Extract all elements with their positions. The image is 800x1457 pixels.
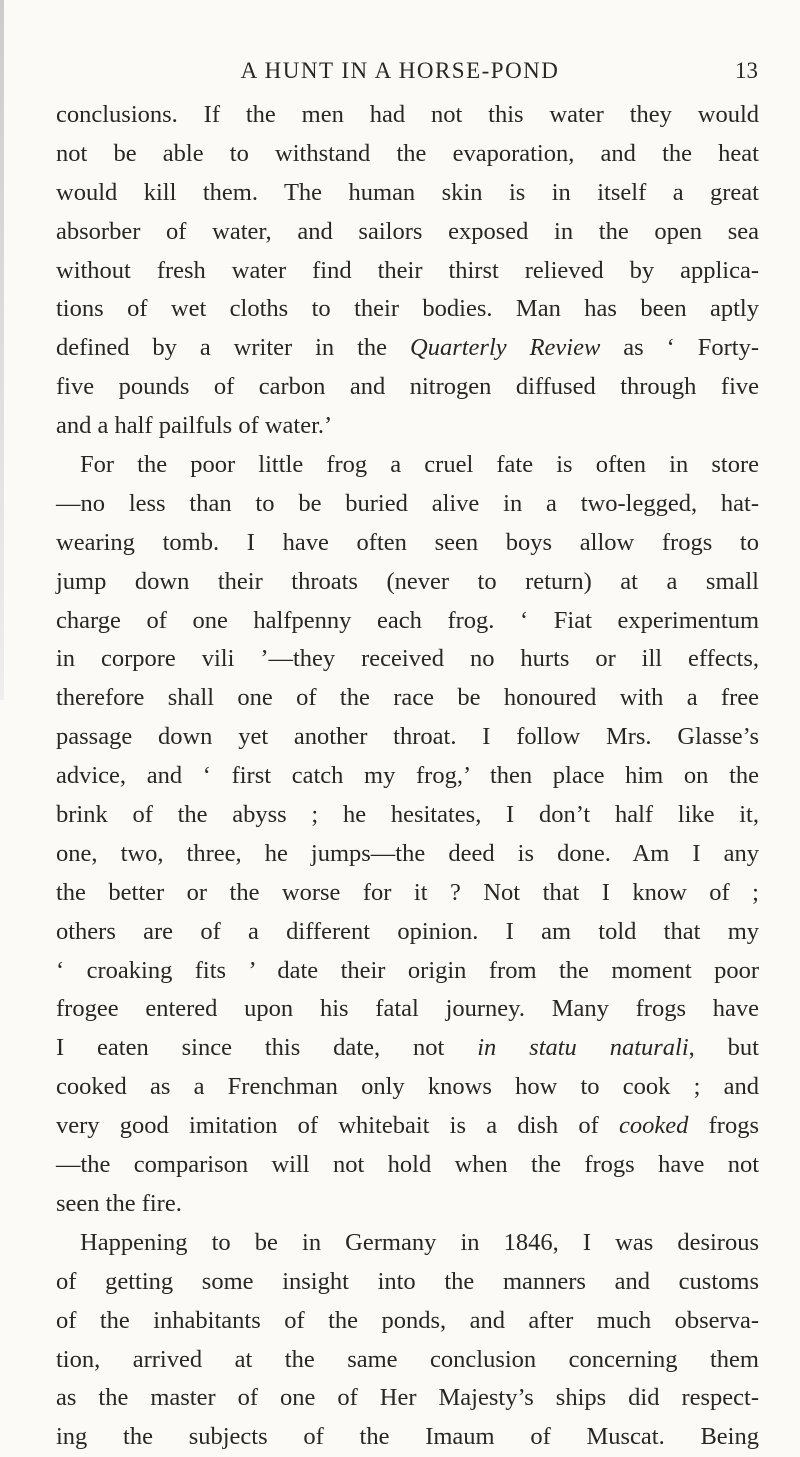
text-segment: passage down yet another throat. I follow Mrs. Glasse’s [56,723,759,751]
text-segment: wearing tomb. I have often seen boys allow frogs to [56,528,759,556]
text-line [56,835,759,874]
text-segment: —no less than to be buried alive in a two-legged, hat- [56,489,759,517]
text-segment: absorber of water, and sailors exposed in the open sea [56,217,759,245]
text-line [56,252,759,291]
text-line [56,563,759,602]
text-segment: ing the subjects of the Imaum of Muscat. Being [56,1423,759,1451]
text-segment: not be able to withstand the evaporation, and the heat [56,139,759,167]
text-line [56,1418,759,1457]
text-line [56,1185,759,1224]
text-segment: charge of one halfpenny each frog. ‘ Fiat experimentum [56,606,759,634]
text-segment: Happening to be in Germany in 1846, I was desirous [80,1228,759,1256]
text-line [56,602,759,641]
italic-text: in statu naturali [477,1034,689,1062]
text-line [56,368,759,407]
page-edge [0,0,4,700]
text-segment: frogs [688,1112,759,1140]
text-segment: the better or the worse for it ? Not that I know of ; [56,878,759,906]
text-line [56,1107,759,1146]
text-line [56,913,759,952]
italic-text: Quarterly Review [410,334,601,362]
text-segment: five pounds of carbon and nitrogen diffused through five [56,373,759,401]
text-segment: conclusions. If the men had not this water they would [56,101,759,128]
text-line [56,407,759,446]
text-segment: very good imitation of whitebait is a dish of [56,1112,620,1140]
text-line [56,757,759,796]
text-line [56,485,759,524]
text-segment: For the poor little frog a cruel fate is often in store [80,451,759,479]
text-line [56,1302,759,1341]
text-segment: I eaten since this date, not [56,1034,478,1062]
text-segment: —the comparison will not hold when the frogs have not [56,1151,759,1179]
text-line [56,1379,759,1418]
text-segment: brink of the abyss ; he hesitates, I don’t half like it, [56,801,759,829]
text-line [56,524,759,563]
text-segment: advice, and ‘ first catch my frog,’ then place him on the [56,762,759,790]
text-line [56,1068,759,1107]
text-segment: tions of wet cloths to their bodies. Man has been aptly [56,295,759,323]
text-line [56,96,759,135]
text-segment: of the inhabitants of the ponds, and after much observa- [56,1306,759,1334]
text-segment: of getting some insight into the manners and customs [56,1267,759,1295]
text-line [56,718,759,757]
page-number: 13 [735,58,758,83]
text-segment: therefore shall one of the race be honoured with a free [56,684,759,712]
text-line [56,290,759,329]
text-line [56,1263,759,1302]
text-segment: one, two, three, he jumps—the deed is done. Am I any [56,839,759,867]
text-segment: without fresh water find their thirst relieved by applica- [56,256,759,284]
text-segment: as ‘ Forty- [600,334,759,362]
body-text [56,96,759,1457]
page-header [0,58,800,94]
running-title: A HUNT IN A HORSE-POND [240,58,560,83]
text-line [56,446,759,485]
text-segment: seen the fire. [56,1189,182,1217]
text-line [56,640,759,679]
text-line [56,1146,759,1185]
text-segment: , but [688,1034,759,1062]
text-segment: as the master of one of Her Majesty’s ships did respect- [56,1384,759,1412]
text-line [56,1029,759,1068]
text-line [56,874,759,913]
text-segment: cooked as a Frenchman only knows how to cook ; and [56,1073,759,1101]
text-line [56,679,759,718]
text-segment: in corpore vili ’—they received no hurts or ill effects, [56,645,759,673]
text-line [56,1341,759,1380]
text-line [56,135,759,174]
text-segment: and a half pailfuls of water.’ [56,412,333,440]
italic-text: cooked [619,1112,689,1140]
text-segment: ‘ croaking fits ’ date their origin from the moment poor [56,956,759,984]
text-segment: others are of a different opinion. I am told that my [56,917,759,945]
text-line [56,213,759,252]
text-segment: defined by a writer in the [56,334,411,362]
text-line [56,174,759,213]
text-segment: would kill them. The human skin is in itself a great [56,178,759,206]
text-segment: frogee entered upon his fatal journey. Many frogs have [56,995,759,1023]
text-segment: tion, arrived at the same conclusion concerning them [56,1345,759,1373]
text-line [56,990,759,1029]
text-line [56,1224,759,1263]
text-line [56,329,759,368]
text-line [56,796,759,835]
text-line [56,952,759,991]
text-segment: jump down their throats (never to return) at a small [56,567,759,595]
